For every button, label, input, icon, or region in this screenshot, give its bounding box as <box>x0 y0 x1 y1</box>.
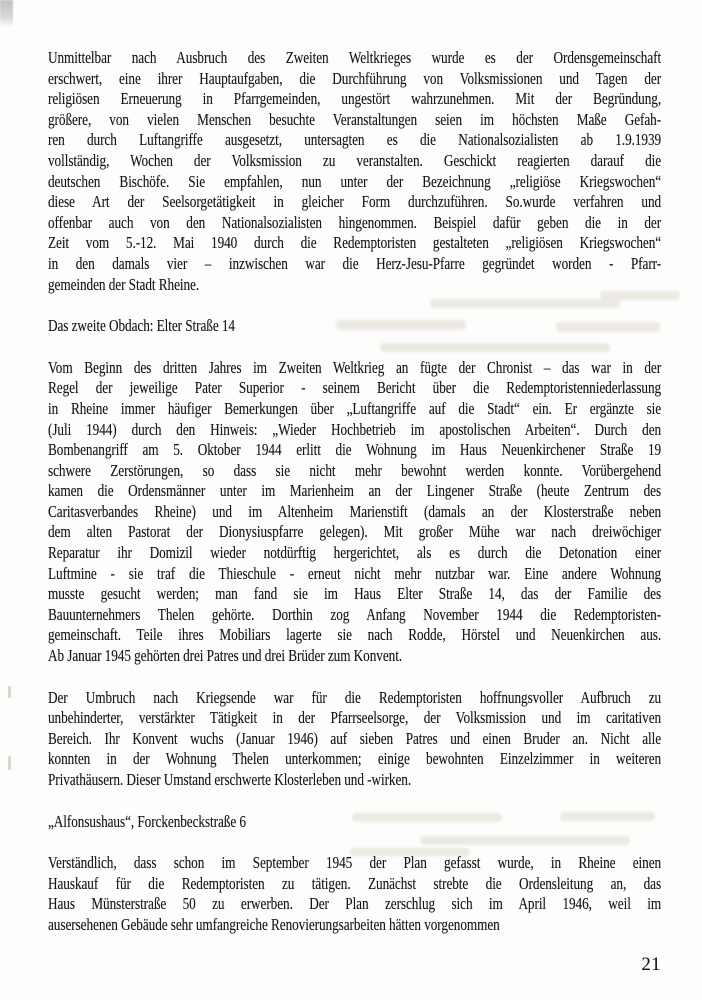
text-line: offenbar auch von den Nationalsozialisten hingenommen. Beispiel dafür geben die in der <box>48 212 662 232</box>
text-line: schwere Zerstörungen, so dass sie nicht mehr bewohnt werden konnte. Vorübergehend <box>48 460 662 480</box>
text-line: konnten in der Wohnung Thelen unterkommen; einige bewohnten Einzelzimmer in weiteren <box>48 749 662 769</box>
page-number: 21 <box>641 955 661 975</box>
text-line: Vom Beginn des dritten Jahres im Zweiten Weltkrieg an fügte der Chronist – das war in der <box>48 357 662 377</box>
text-line: Der Umbruch nach Kriegsende war für die Redemptoristen hoffnungsvoller Aufbruch zu <box>48 687 662 707</box>
text-line: Privathäusern. Dieser Umstand erschwerte Klosterleben und -wirken. <box>48 770 412 789</box>
text-line: Zeit vom 5.-12. Mai 1940 durch die Redemptoristen gestalteten „religiösen Kriegswochen“ <box>48 233 662 253</box>
text-line: Bauunternehmers Thelen gehörte. Dorthin zog Anfang November 1944 die Redemptoristen- <box>48 604 662 624</box>
text-line: Ab Januar 1945 gehörten drei Patres und drei Brüder zum Konvent. <box>48 646 403 666</box>
text-line: gemeinden der Stadt Rheine. <box>48 274 200 294</box>
paragraph <box>48 688 661 791</box>
text-line: Unmittelbar nach Ausbruch des Zweiten Weltkrieges wurde es der Ordensgemeinschaft <box>48 48 662 67</box>
text-line: gemeinschaft. Teile ihres Mobiliars lagerte sie nach Rodde, Hörstel und Neuenkirchen aus. <box>48 625 662 645</box>
paragraph <box>48 358 661 667</box>
heading-line: Das zweite Obdach: Elter Straße 14 <box>48 316 235 336</box>
text-line: erschwert, eine ihrer Hauptaufgaben, die Durchführung von Volksmissionen und Tagen der <box>48 68 662 88</box>
text-line: diese Art der Seelsorgetätigkeit in gleicher Form durchzuführen. So.wurde verfahren und <box>48 192 662 212</box>
heading-line: „Alfonsushaus“, Forckenbeckstraße 6 <box>48 811 246 831</box>
scan-edge-mark <box>8 686 11 698</box>
text-line: vollständig, Wochen der Volksmission zu veranstalten. Geschickt reagierten darauf die <box>48 150 662 170</box>
paragraph <box>48 853 661 935</box>
text-line: ren durch Luftangriffe ausgesetzt, untersagten es die Nationalsozialisten ab 1.9.1939 <box>48 130 662 150</box>
text-line: in den damals vier – inzwischen war die Herz-Jesu-Pfarre gegründet worden - Pfarr- <box>48 253 662 273</box>
text-line: Caritasverbandes Rheine) und im Altenheim Marienstift (damals an der Klosterstraße neben <box>48 501 662 521</box>
text-line: musste gesucht werden; man fand sie im Haus Elter Straße 14, das der Familie des <box>48 584 662 604</box>
text-line: größere, von vielen Menschen besuchte Veranstaltungen seien im höchsten Maße Gefah- <box>48 109 662 129</box>
page-content <box>48 48 661 957</box>
text-line: Verständlich, dass schon im September 1945 der Plan gefasst wurde, in Rheine einen <box>48 853 662 873</box>
scan-corner-artifact <box>0 0 13 27</box>
text-line: Bereich. Ihr Konvent wuchs (Januar 1946) auf sieben Patres und einen Bruder an. Nicht alle <box>48 728 662 748</box>
text-line: Reparatur ihr Domizil wieder notdürftig hergerichtet, als es durch die Detonation einer <box>48 543 662 563</box>
text-line: Hauskauf für die Redemptoristen zu tätigen. Zunächst strebte die Ordensleitung an, das <box>48 873 662 893</box>
text-line: ausersehenen Gebäude sehr umfangreiche Renovierungsarbeiten hätten vorgenommen <box>48 914 500 934</box>
text-line: kamen die Ordensmänner unter im Marienheim an der Lingener Straße (heute Zentrum des <box>48 481 662 501</box>
section-heading <box>48 316 661 337</box>
scan-edge-mark <box>8 756 11 770</box>
text-line: (Juli 1944) durch den Hinweis: „Wieder Hochbetrieb im apostolischen Arbeiten“. Durch den <box>48 419 662 439</box>
text-line: Haus Münsterstraße 50 zu erwerben. Der Plan zerschlug sich im April 1946, weil im <box>48 894 662 914</box>
text-line: dem alten Pastorat der Dionysiuspfarre gelegen). Mit großer Mühe war nach dreiwöchiger <box>48 522 662 542</box>
text-line: deutschen Bischöfe. Sie empfahlen, nun unter der Bezeichnung „religiöse Kriegswochen“ <box>48 171 662 191</box>
text-line: religiösen Erneuerung in Pfarrgemeinden, ungestört wahrzunehmen. Mit der Begründung, <box>48 89 662 109</box>
text-line: unbehinderter, verstärkter Tätigkeit in der Pfarrseelsorge, der Volksmission und im caritativen <box>48 708 662 728</box>
paragraph <box>48 48 661 295</box>
text-line: Luftmine - sie traf die Thieschule - erneut nicht mehr nutzbar war. Eine andere Wohnung <box>48 563 662 583</box>
text-line: Regel der jeweilige Pater Superior - seinem Bericht über die Redemptoristenniederlassung <box>48 378 662 398</box>
text-line: Bombenangriff am 5. Oktober 1944 erlitt die Wohnung im Haus Neuenkirchener Straße 19 <box>48 440 662 460</box>
text-line: in Rheine immer häufiger Bemerkungen über „Luftangriffe auf die Stadt“ ein. Er ergänzte sie <box>48 398 662 418</box>
section-heading <box>48 812 661 833</box>
